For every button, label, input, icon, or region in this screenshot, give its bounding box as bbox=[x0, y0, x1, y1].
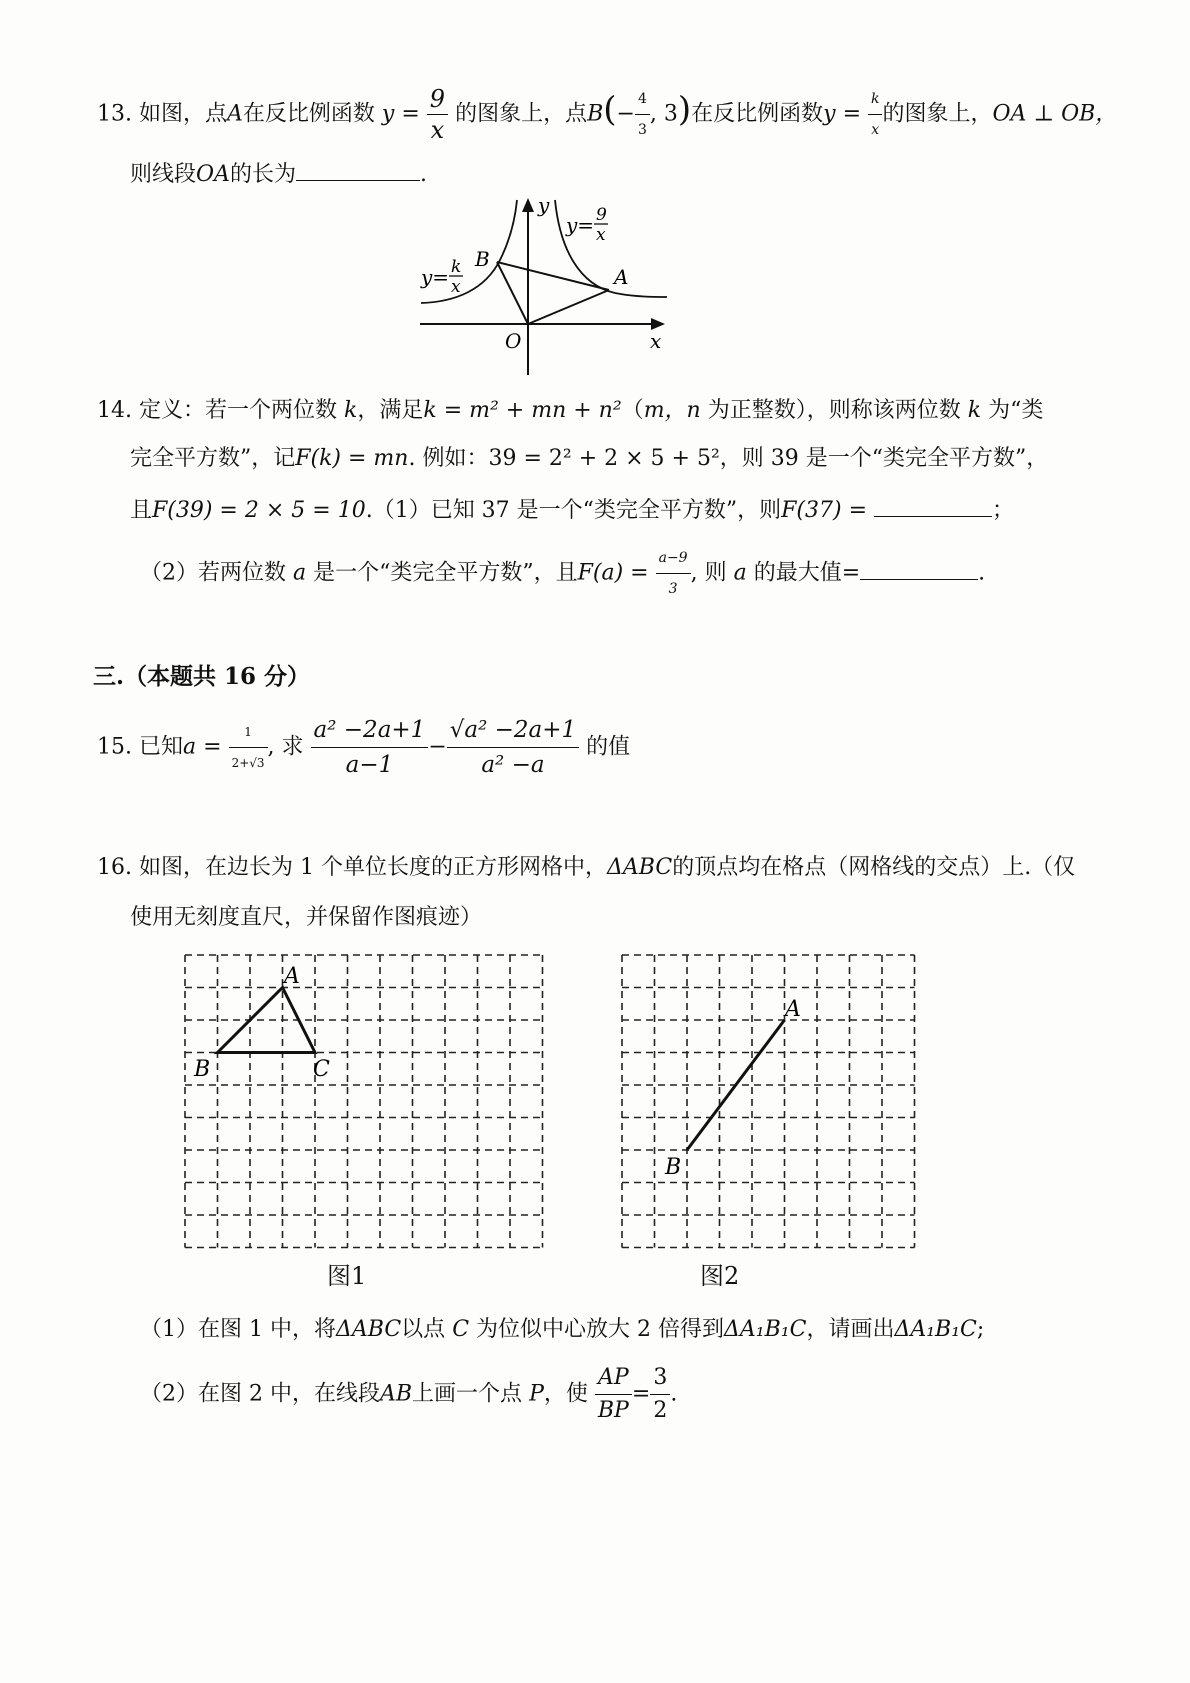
q15-line: 15. 已知a = $\frac{1}{2+√3}$ , 求 $\frac{\text{a² −2a+1}}{a-1}$ − $\frac{\text{√a² −2a+1}}{\text{a² −a}}$ 的值 bbox=[97, 713, 630, 783]
answer-blank-q14-2 bbox=[860, 557, 978, 580]
fig2-label-A: A bbox=[785, 997, 801, 1022]
svg-text:k: k bbox=[451, 257, 462, 277]
label-curve-left: y= bbox=[421, 265, 450, 289]
q16-line2: 使用无刻度直尺，并保留作图痕迹） bbox=[130, 905, 483, 930]
figure-1-grid bbox=[180, 950, 550, 1250]
q14-line3: 且F(39) = 2 × 5 = 10.（1）已知 37 是一个“类完全平方数”，则F(37) = ； bbox=[130, 494, 1014, 526]
fraction-9-over-x: $\frac{9}{x}$ bbox=[427, 84, 448, 145]
segment-OB bbox=[497, 262, 528, 324]
fig2-label-B: B bbox=[665, 1155, 682, 1180]
ratio-3-2: $\frac{3}{2}$ bbox=[650, 1362, 670, 1427]
q16-part2: （2）在图 2 中，在线段AB上画一个点 P，使 $\frac{AP}{BP}$ = $\frac{3}{2}$ . bbox=[140, 1362, 677, 1432]
svg-text:9: 9 bbox=[596, 205, 607, 225]
section-3-title: 三.（本题共 16 分） bbox=[93, 663, 311, 690]
q13-line2: 则线段OA的长为 . bbox=[130, 158, 427, 190]
label-y: y bbox=[538, 193, 550, 217]
segment-OA bbox=[528, 290, 609, 324]
answer-blank-q13 bbox=[296, 158, 420, 181]
expression-2: $\frac{\text{√a² −2a+1}}{\text{a² −a}}$ bbox=[447, 713, 579, 782]
q14-line1: 14. 定义：若一个两位数 k，满足k = m² + mn + n²（m，n 为正整数），则称该两位数 k 为“类 bbox=[97, 398, 1044, 423]
y-axis-arrow-icon bbox=[522, 198, 534, 212]
q16-line1: 16. 如图，在边长为 1 个单位长度的正方形网格中，ΔABC的顶点均在格点（网格线的交点）上.（仅 bbox=[97, 855, 1076, 880]
figure-1-caption: 图1 bbox=[327, 1262, 367, 1290]
segment-AB bbox=[497, 262, 609, 290]
triangle-ABC bbox=[218, 988, 316, 1053]
svg-text:x: x bbox=[451, 277, 461, 297]
figure-2-grid bbox=[617, 950, 917, 1250]
figure-2-caption: 图2 bbox=[700, 1262, 740, 1290]
q14-line2: 完全平方数”，记F(k) = mn. 例如：39 = 2² + 2 × 5 + 5²，则 39 是一个“类完全平方数”， bbox=[130, 446, 1049, 471]
q14-line4: （2）若两位数 a 是一个“类完全平方数”，且F(a) = $\frac{a-9}{3}$ , 则 a 的最大值= . bbox=[140, 543, 985, 595]
q14-number: 14. bbox=[97, 398, 132, 423]
q13-hyperbola-figure bbox=[415, 190, 685, 380]
q16-number: 16. bbox=[97, 855, 132, 880]
label-O: O bbox=[505, 329, 522, 353]
label-curve-right: y= bbox=[566, 213, 595, 237]
label-x: x bbox=[650, 329, 662, 353]
q13-line1: 13. 如图，点A在反比例函数 y = $\frac{9}{x}$ 的图象上，点B(− $\frac{4}{3}$ , 3)在反比例函数y = $\frac{k}{x}$ 的图象上，OA ⊥ OB， bbox=[97, 85, 1118, 144]
svg-text:x: x bbox=[596, 225, 606, 245]
q16-part1: （1）在图 1 中，将ΔABC以点 C 为位似中心放大 2 倍得到ΔA₁B₁C，请画出ΔA₁B₁C; bbox=[140, 1317, 985, 1342]
label-A: A bbox=[614, 265, 629, 289]
q13-number: 13. bbox=[97, 101, 132, 127]
fig1-label-B: B bbox=[194, 1057, 211, 1082]
ratio-AP-BP: $\frac{AP}{BP}$ bbox=[595, 1362, 632, 1427]
q15-number: 15. bbox=[97, 734, 132, 760]
answer-blank-q14-1 bbox=[874, 494, 992, 517]
expression-1: $\frac{\text{a² −2a+1}}{a-1}$ bbox=[311, 713, 429, 782]
fig1-label-A: A bbox=[284, 964, 300, 989]
label-B: B bbox=[475, 247, 490, 271]
fig1-label-C: C bbox=[313, 1057, 330, 1082]
